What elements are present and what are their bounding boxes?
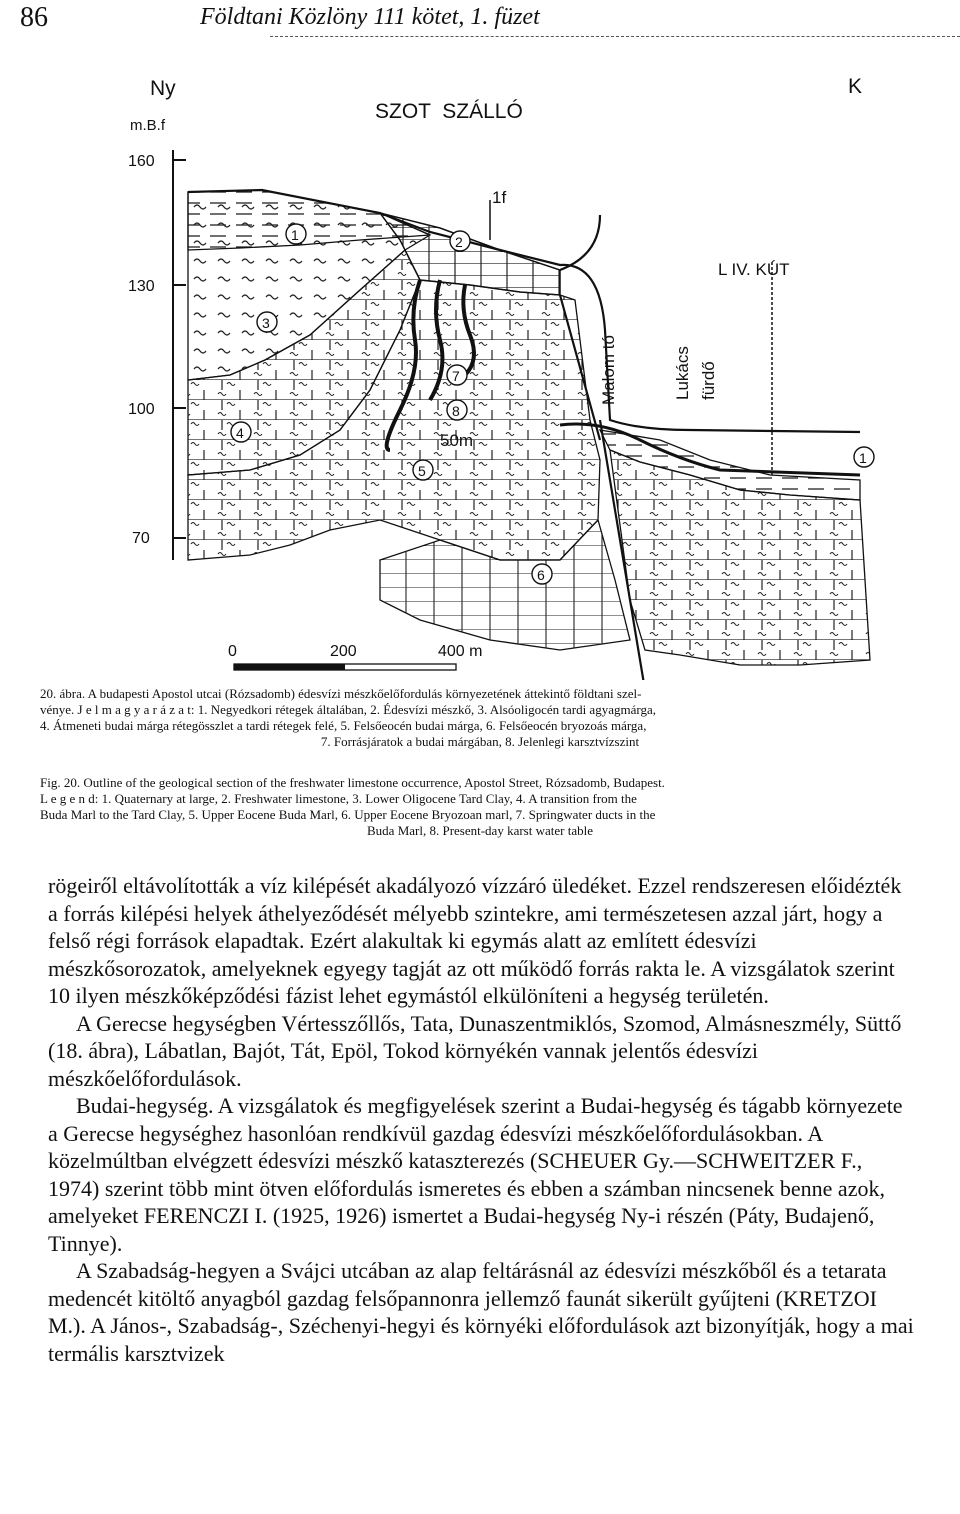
building-label: SZOT SZÁLLÓ (375, 100, 523, 123)
svg-text:1: 1 (859, 450, 867, 466)
caption-english (40, 775, 920, 839)
body-text (48, 872, 914, 1367)
running-head: Földtani Közlöny 111 kötet, 1. füzet (200, 4, 540, 30)
elev-100-label: 100 (128, 401, 155, 418)
geological-section-figure (0, 50, 960, 680)
caption-hu-line: 7. Forrásjáratok a budai márgában, 8. Jelenlegi karsztvízszint (320, 734, 640, 749)
west-label: Ny (150, 77, 176, 100)
page-number: 86 (20, 2, 48, 33)
paragraph-3: Budai-hegység. A vizsgálatok és megfigyelések szerint a Budai-hegység és tágabb környezete a Gerecse hegységhez hasonlóan rendkívül gazdag édesvízi mészkőelőfordulásokban. A közelmúltban elvégzett édesvízi mészkő kataszterezés (SCHEUER Gy.—SCHWEITZER F., 1974) szerint több mint ötven előfordulás ismeretes és ebben a számban nincsenek benne azok, amelyeket FERENCZI I. (1925, 1926) ismertet a Budai-hegység Ny-i részén (Páty, Budajenő, Tinnye). (48, 1093, 903, 1256)
scale-400: 400 m (438, 643, 483, 660)
caption-hu-line: 20. ábra. A budapesti Apostol utcai (Rózsadomb) édesvízi mészkőelőfordulás környezetének áttekintő földtani szel- (40, 686, 642, 701)
well-label: L IV. KÚT (718, 260, 790, 279)
scale-200: 200 (330, 643, 357, 660)
svg-text:5: 5 (418, 463, 426, 479)
caption-en-line: L e g e n d: 1. Quaternary at large, 2. Freshwater limestone, 3. Lower Oligocene Tard Clay, 4. A transition from the (40, 791, 637, 806)
caption-hu-line: 4. Átmeneti budai márga rétegösszlet a tardi rétegek felé, 5. Felsőeocén budai márga, 6. Felsőeocén bryozoás márga, (40, 718, 647, 733)
paragraph-1: rögeiről eltávolították a víz kilépését akadályozó vízzáró üledéket. Ezzel rendszeresen előidézték a forrás kilépési helyek áthelyeződését mélyebb szintekre, ami természetesen azzal járt, hogy a felső régi források elapadtak. Ezért alakultak ki egymás alatt az említett édesvízi mészkősorozatok, amelyeknek egyegy tagját az ott működő forrás rakta le. A vizsgálatok szerint 10 ilyen mészkőképződési fázist lehet egymástól elkülöníteni a hegység területén. (48, 873, 902, 1008)
east-label: K (848, 75, 863, 98)
svg-text:2: 2 (455, 234, 463, 250)
svg-text:6: 6 (537, 567, 545, 583)
units-label: m.B.f (130, 117, 166, 134)
elev-70-label: 70 (132, 530, 150, 547)
elevation-ticks (173, 160, 186, 538)
unit-callout-3 (257, 312, 277, 332)
header-rule (270, 36, 960, 37)
bath-label-2: fürdő (699, 361, 718, 400)
paragraph-2: A Gerecse hegységben Vértesszőllős, Tata, Dunaszentmiklós, Szomod, Almásneszmély, Süttő (18. ábra), Lábatlan, Bajót, Tát, Epöl, Tokod környékén vannak jelentős édesvízi mészkőelőfordulások. (48, 1010, 902, 1091)
svg-text:1: 1 (291, 227, 299, 243)
paragraph-4: A Szabadság-hegyen a Svájci utcában az alap feltárásnál az édesvízi mészkőből és a tetarata medencét kitöltő anyagból gazdag felsőpannonra jellemző faunát sikerült gyűjteni (KRETZOI M.). A János-, Szabadság-, Széchenyi-hegyi és környéki előfordulások azt bizonyítják, hogy a mai termális karsztvizek (48, 1258, 914, 1366)
unit-callout-5 (413, 460, 433, 480)
page-header (20, 2, 940, 36)
bath-label-1: Lukács (673, 346, 692, 400)
svg-text:4: 4 (236, 425, 244, 441)
svg-text:7: 7 (452, 368, 460, 384)
fault-label: 1f (492, 188, 507, 207)
svg-text:3: 3 (262, 315, 270, 331)
caption-en-line: Fig. 20. Outline of the geological section of the freshwater limestone occurrence, Apostol Street, Rózsadomb, Budapest. (40, 775, 665, 790)
unit-callout-4 (231, 422, 251, 442)
caption-en-line: Buda Marl, 8. Present-day karst water table (367, 823, 593, 838)
unit-callout-7 (447, 365, 467, 385)
caption-en-line: Buda Marl to the Tard Clay, 5. Upper Eocene Buda Marl, 6. Upper Eocene Bryozoan marl, 7. Springwater ducts in the (40, 807, 656, 822)
unit-callout-1-right (854, 447, 874, 467)
lake-label: Malom tó (599, 335, 618, 405)
unit-callout-6 (532, 564, 552, 584)
scale-bar (228, 643, 482, 670)
unit-callout-2 (450, 231, 470, 251)
elev-130-label: 130 (128, 278, 155, 295)
caption-hu-line: vénye. J e l m a g y a r á z a t: 1. Negyedkori rétegek általában, 2. Édesvízi mészkő, 3. Alsóoligocén tardi agyagmárga, (40, 702, 656, 717)
elev-160-label: 160 (128, 153, 155, 170)
unit-callout-8 (447, 400, 467, 420)
unit-callout-1 (286, 224, 306, 244)
depth-label: 50m (440, 431, 474, 450)
svg-text:8: 8 (452, 403, 460, 419)
scale-0: 0 (228, 643, 237, 660)
caption-hungarian (40, 686, 920, 750)
